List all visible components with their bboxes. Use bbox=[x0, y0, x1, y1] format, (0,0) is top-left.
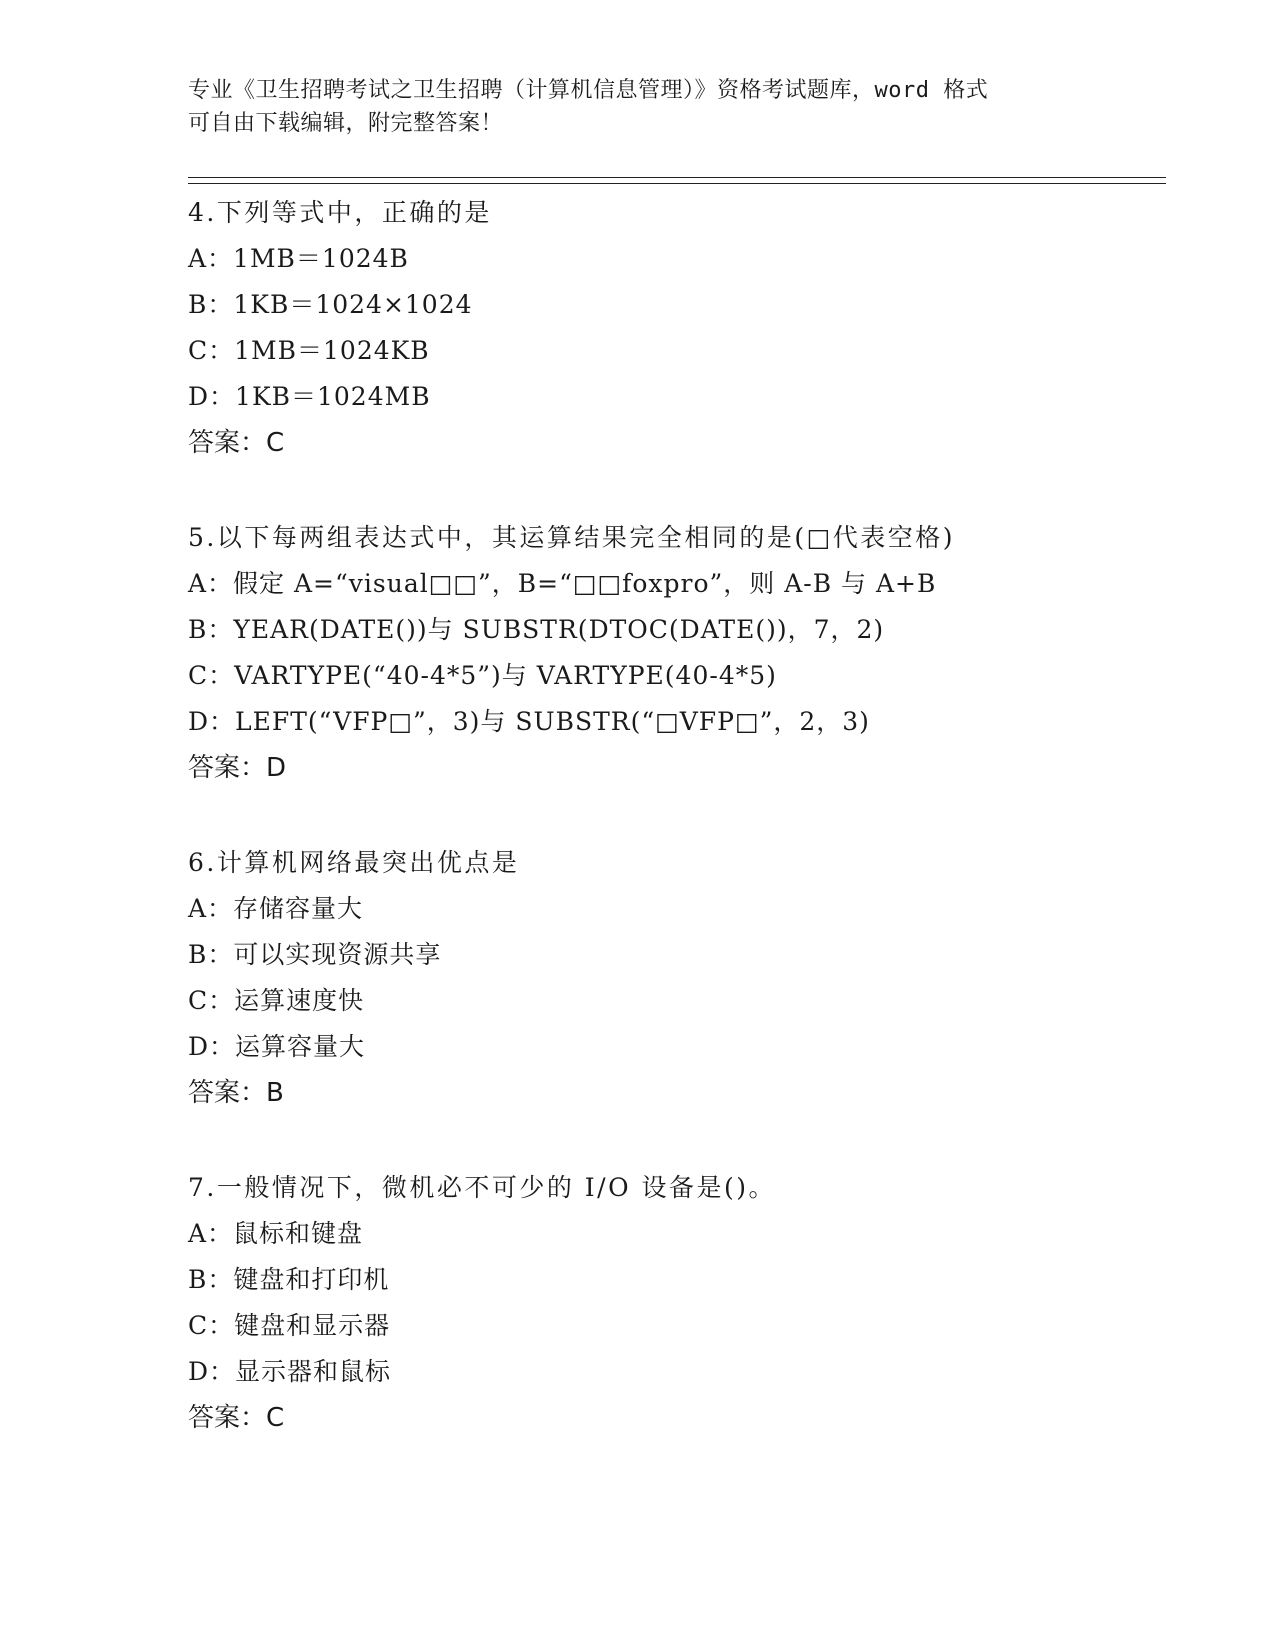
option-d: D：1KB＝1024MB bbox=[188, 382, 431, 411]
answer-line: 答案：D bbox=[188, 753, 287, 783]
option-c: C：键盘和显示器 bbox=[188, 1311, 391, 1340]
question-4 bbox=[188, 190, 1168, 466]
header-divider-top bbox=[188, 177, 1166, 178]
option-c: C：VARTYPE(“40-4*5”)与 VARTYPE(40-4*5) bbox=[188, 661, 777, 690]
answer-line: 答案：B bbox=[188, 1078, 284, 1108]
option-a: A：假定 A=“visual□□”，B=“□□foxpro”，则 A-B 与 A+B bbox=[188, 569, 937, 598]
option-b: B：YEAR(DATE())与 SUBSTR(DTOC(DATE())，7，2) bbox=[188, 615, 885, 644]
option-a: A：1MB＝1024B bbox=[188, 244, 409, 273]
question-7 bbox=[188, 1165, 1168, 1441]
question-title: 4.下列等式中，正确的是 bbox=[188, 198, 492, 227]
option-b: B：键盘和打印机 bbox=[188, 1265, 390, 1294]
option-b: B：可以实现资源共享 bbox=[188, 940, 442, 969]
answer-line: 答案：C bbox=[188, 428, 285, 458]
answer-line: 答案：C bbox=[188, 1403, 285, 1433]
question-list bbox=[188, 190, 1168, 1490]
header-divider-bottom bbox=[188, 183, 1166, 184]
option-a: A：鼠标和键盘 bbox=[188, 1219, 364, 1248]
question-title: 7.一般情况下，微机必不可少的 I/O 设备是()。 bbox=[188, 1173, 777, 1202]
document-header bbox=[188, 74, 1068, 140]
option-c: C：1MB＝1024KB bbox=[188, 336, 430, 365]
option-d: D：显示器和鼠标 bbox=[188, 1357, 392, 1386]
header-line-2: 可自由下载编辑，附完整答案！ bbox=[188, 111, 504, 136]
question-5 bbox=[188, 515, 1168, 791]
option-d: D：运算容量大 bbox=[188, 1032, 366, 1061]
option-c: C：运算速度快 bbox=[188, 986, 365, 1015]
question-title: 6.计算机网络最突出优点是 bbox=[188, 848, 520, 877]
option-a: A：存储容量大 bbox=[188, 894, 364, 923]
option-b: B：1KB＝1024×1024 bbox=[188, 290, 473, 319]
question-title: 5.以下每两组表达式中，其运算结果完全相同的是(□代表空格) bbox=[188, 523, 955, 552]
option-d: D：LEFT(“VFP□”，3)与 SUBSTR(“□VFP□”，2，3) bbox=[188, 707, 870, 736]
question-6 bbox=[188, 840, 1168, 1116]
header-line-1: 专业《卫生招聘考试之卫生招聘（计算机信息管理）》资格考试题库，word 格式 bbox=[188, 78, 989, 103]
